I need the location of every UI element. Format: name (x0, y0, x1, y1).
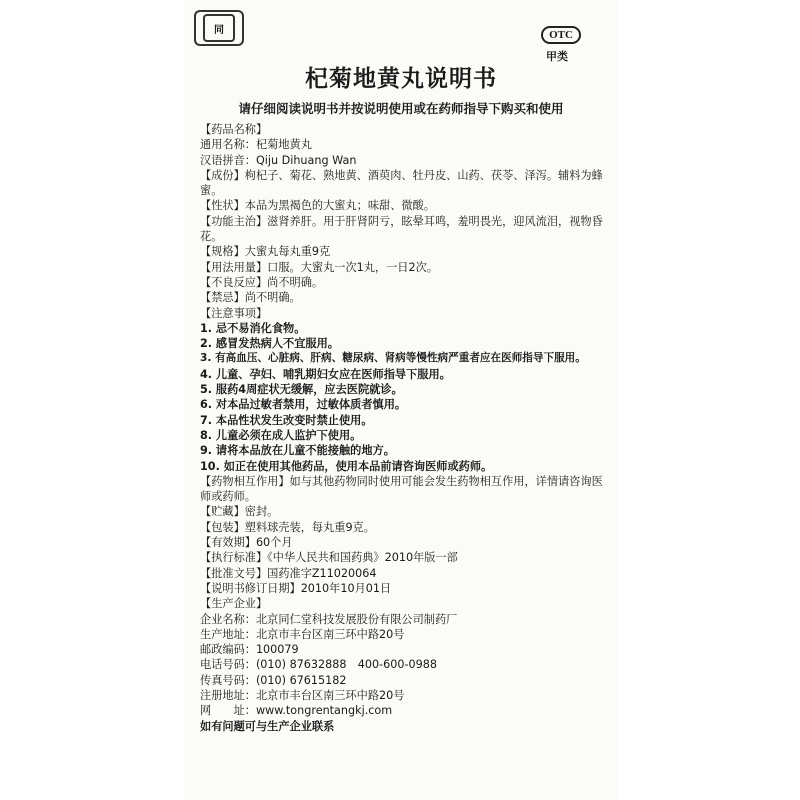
brand-seal-icon: 同 (203, 14, 235, 42)
brand-logo (194, 10, 244, 46)
appearance-section: 【性状】本品为黑褐色的大蜜丸；味甜、微酸。 (200, 199, 435, 213)
ingredients-section: 【成份】枸杞子、菊花、熟地黄、酒萸肉、牡丹皮、山药、茯苓、泽泻。辅料为蜂蜜。 (200, 168, 603, 198)
indications-section: 【功能主治】滋肾养肝。用于肝肾阴亏，眩晕耳鸣，羞明畏光，迎风流泪，视物昏花。 (200, 214, 603, 244)
approval-section: 【批准文号】国药准字Z11020064 (200, 566, 377, 580)
manufacturer-heading: 【生产企业】 (200, 597, 268, 611)
precaution-item: 3. 有高血压、心脏病、肝病、糖尿病、肾病等慢性病严重者应在医师指导下服用。 (200, 352, 586, 365)
common-name: 通用名称：杞菊地黄丸 (200, 138, 312, 152)
precaution-item: 10. 如正在使用其他药品，使用本品前请咨询医师或药师。 (200, 459, 493, 473)
contraindications-section: 【禁忌】尚不明确。 (200, 291, 301, 305)
precaution-item: 5. 服药4周症状无缓解，应去医院就诊。 (200, 383, 403, 397)
precaution-item: 7. 本品性状发生改变时禁止使用。 (200, 413, 373, 427)
interactions-section: 【药物相互作用】如与其他药物同时使用可能会发生药物相互作用，详情请咨询医师或药师。 (200, 474, 603, 504)
precaution-item: 9. 请将本品放在儿童不能接触的地方。 (200, 444, 395, 458)
validity-section: 【有效期】60个月 (200, 536, 293, 550)
precaution-item: 2. 感冒发热病人不宜服用。 (200, 337, 339, 351)
phone-number: 电话号码：(010) 87632888 400-600-0988 (200, 658, 437, 672)
storage-section: 【贮藏】密封。 (200, 505, 279, 519)
standard-section: 【执行标准】《中华人民共和国药典》2010年版一部 (200, 551, 458, 565)
precaution-item: 4. 儿童、孕妇、哺乳期妇女应在医师指导下服用。 (200, 367, 451, 381)
production-address: 生产地址：北京市丰台区南三环中路20号 (200, 627, 405, 641)
document-title: 杞菊地黄丸说明书 (305, 66, 497, 92)
registered-address: 注册地址：北京市丰台区南三环中路20号 (200, 688, 405, 702)
otc-class-label: 甲类 (546, 50, 568, 63)
contact-note: 如有问题可与生产企业联系 (200, 719, 335, 733)
adverse-reactions-section: 【不良反应】尚不明确。 (200, 275, 324, 289)
postal-code: 邮政编码：100079 (200, 643, 299, 657)
specification-section: 【规格】大蜜丸每丸重9克 (200, 245, 331, 259)
company-name: 企业名称：北京同仁堂科技发展股份有限公司制药厂 (200, 612, 458, 626)
fax-number: 传真号码：(010) 67615182 (200, 673, 347, 687)
drug-name-heading: 【药品名称】 (200, 123, 268, 136)
otc-badge: OTC (541, 26, 581, 44)
pinyin-name: 汉语拼音：Qiju Dihuang Wan (200, 153, 357, 167)
precaution-item: 6. 对本品过敏者禁用，过敏体质者慎用。 (200, 398, 407, 412)
revision-date-section: 【说明书修订日期】2010年10月01日 (200, 581, 392, 595)
precautions-heading: 【注意事项】 (200, 306, 268, 320)
packaging-section: 【包装】塑料球壳装，每丸重9克。 (200, 520, 375, 534)
precaution-item: 1. 忌不易消化食物。 (200, 321, 306, 335)
precaution-item: 8. 儿童必须在成人监护下使用。 (200, 428, 362, 442)
leaflet-content (200, 122, 612, 734)
website: 网 址：www.tongrentangkj.com (200, 704, 393, 718)
usage-notice: 请仔细阅读说明书并按说明使用或在药师指导下购买和使用 (238, 101, 564, 116)
usage-section: 【用法用量】口服。大蜜丸一次1丸，一日2次。 (200, 260, 438, 274)
